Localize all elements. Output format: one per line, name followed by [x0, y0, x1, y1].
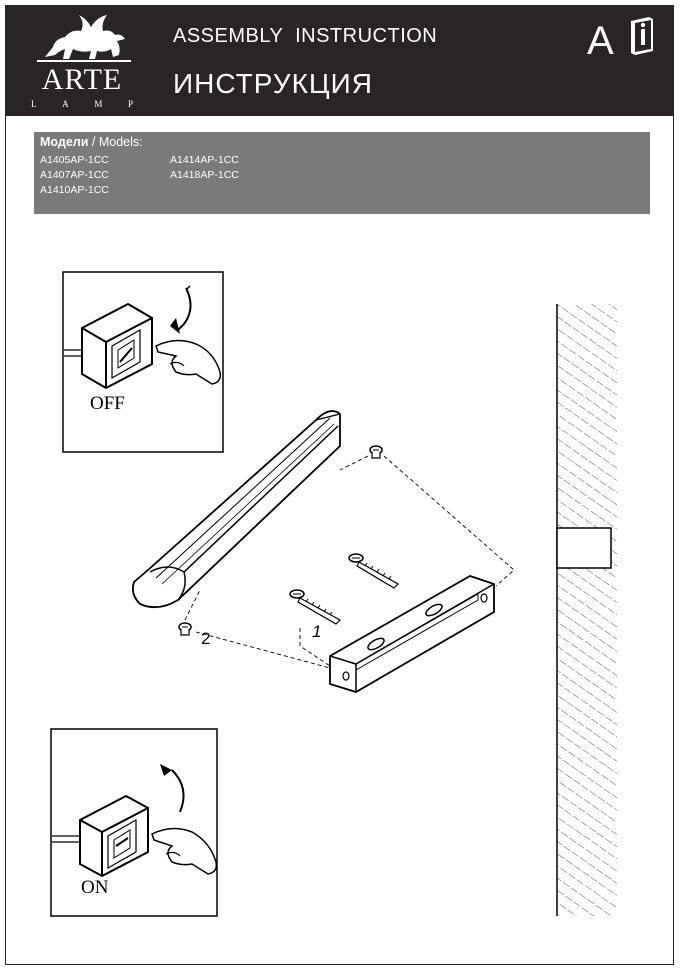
model-code: A1410AP-1CC — [40, 184, 109, 196]
on-label: ON — [81, 877, 109, 898]
step-number-1: 1 — [312, 622, 322, 641]
switch-on-panel — [51, 729, 217, 916]
small-screw-bottom — [179, 623, 191, 635]
model-code: A1418AP-1CC — [170, 169, 239, 181]
title-russian: ИНСТРУКЦИЯ — [173, 68, 373, 99]
model-code: A1405AP-1CC — [40, 154, 109, 166]
models-label-ru: Модели — [40, 135, 89, 149]
title-english: ASSEMBLY INSTRUCTION — [173, 25, 438, 47]
wall-screw-2 — [349, 554, 398, 588]
brand-sub-letter: P — [127, 99, 133, 109]
model-code: A1414AP-1CC — [170, 154, 239, 166]
models-label-en: / Models: — [88, 135, 143, 149]
guide-lines — [185, 456, 514, 668]
brand-sub-letter: M — [94, 99, 103, 109]
step-number-2: 2 — [201, 629, 211, 648]
mounting-bracket — [330, 576, 494, 692]
badge-letter: A — [587, 19, 614, 63]
small-screw-top — [370, 446, 382, 458]
switch-off-panel — [63, 272, 223, 452]
model-code: A1407AP-1CC — [40, 169, 109, 181]
off-label: OFF — [90, 393, 125, 414]
wall-screw-1 — [290, 590, 340, 624]
brand-name: ARTE — [41, 63, 123, 96]
brand-sub-letter: L — [31, 99, 37, 109]
brand-sub-letter: A — [62, 99, 69, 109]
wall-section — [557, 304, 617, 916]
